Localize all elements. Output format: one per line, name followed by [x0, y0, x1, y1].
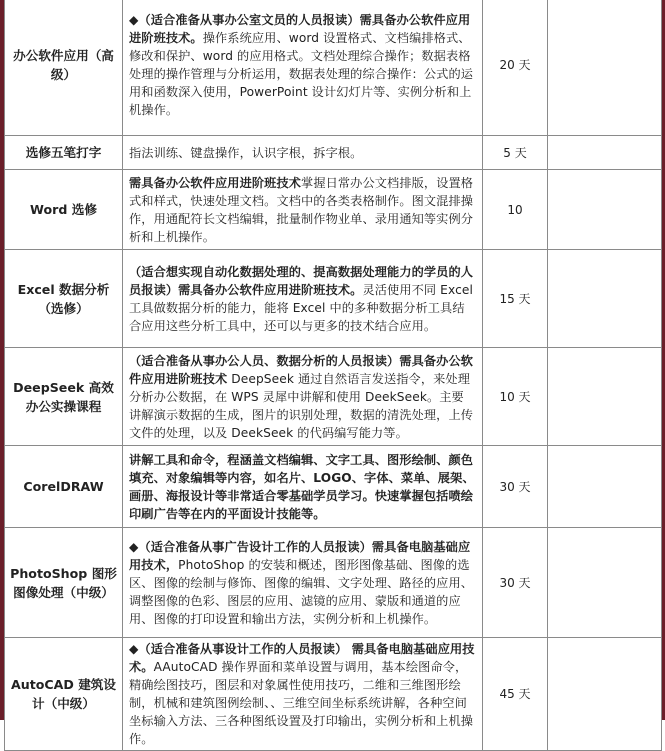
- course-description: [123, 250, 483, 348]
- empty-cell: [548, 170, 662, 250]
- course-description: [123, 170, 483, 250]
- table-row: [5, 528, 662, 638]
- empty-cell: [548, 638, 662, 751]
- course-name: 选修五笔打字: [5, 136, 123, 170]
- course-description: [123, 0, 483, 136]
- course-requirement: 需具备办公软件应用进阶班技术: [129, 175, 302, 190]
- table-row: [5, 638, 662, 751]
- course-requirement: 讲解工具和命令，程涵盖文档编辑、文字工具、图形绘制、颜色填充、对象编辑等内容，如名片、LOGO、字体、菜单、展架、画册、海报设计等非常适合零基础学员学习。快速掌握包括喷绘印刷广告等在内的平面设计技能等。: [129, 452, 475, 521]
- course-content: PhotoShop 的安装和概述，图形图像基础、图像的选区、图像的绘制与修饰、图像的编辑、文字处理、路径的应用、调整图像的色彩、图层的应用、滤镜的应用、蒙版和通道的应用、图像的打印设置和输出方法，实例分析和上机操作。: [129, 557, 474, 626]
- empty-cell: [548, 446, 662, 528]
- course-duration: 10 天: [483, 348, 548, 446]
- course-content: 指法训练、键盘操作，认识字根，拆字根。: [129, 145, 363, 160]
- course-content: DeepSeek 通过自然语言发送指令，来处理分析办公数据，在 WPS 灵犀中讲解和使用 DeekSeek。主要讲解演示数据的生成，图片的识别处理，数据的清洗处理，上传文件的处理，以及 DeekSeek 的代码编写能力等。: [129, 371, 474, 440]
- course-description: [123, 136, 483, 170]
- course-duration: 15 天: [483, 250, 548, 348]
- table-row: [5, 0, 662, 136]
- course-requirement: （适合想实现自动化数据处理的、提高数据处理能力的学员的人员报读）需具备办公软件应用进阶班技术。: [129, 264, 474, 297]
- course-content: AAutoCAD 操作界面和菜单设置与调用，基本绘图命令，精确绘图技巧，图层和对象属性使用技巧，二维和三维图形绘制，机械和建筑图例绘制、、三维空间坐标系统讲解，各种空间坐标输入方法、三各种图纸设置及打印输出，实例分析和上机操作。: [129, 660, 474, 746]
- course-table: [4, 0, 662, 751]
- course-name: DeepSeek 高效办公实操课程: [5, 348, 123, 446]
- course-name: Word 选修: [5, 170, 123, 250]
- empty-cell: [548, 136, 662, 170]
- course-requirement: （适合准备从事办公人员、数据分析的人员报读）需具备办公软件应用进阶班技术: [129, 353, 474, 386]
- empty-cell: [548, 528, 662, 638]
- course-content: 灵活使用不同 Excel 工具做数据分析的能力，能将 Excel 中的多种数据分析工具结合应用这些分析工具中，还可以与更多的技术结合应用。: [129, 282, 473, 333]
- course-description: [123, 638, 483, 751]
- table-row: [5, 170, 662, 250]
- table-row: [5, 348, 662, 446]
- table-row: [5, 446, 662, 528]
- course-name: AutoCAD 建筑设计（中级）: [5, 638, 123, 751]
- empty-cell: [548, 250, 662, 348]
- course-name: PhotoShop 图形图像处理（中级）: [5, 528, 123, 638]
- course-duration: 30 天: [483, 446, 548, 528]
- course-duration: 10: [483, 170, 548, 250]
- course-requirement: ◆（适合准备从事设计工作的人员报读） 需具备电脑基础应用技术。: [129, 642, 475, 674]
- course-requirement: ◆（适合准备从事广告设计工作的人员报读）需具备电脑基础应用技术，: [129, 539, 471, 572]
- course-duration: 30 天: [483, 528, 548, 638]
- course-requirement: ◆（适合准备从事办公室文员的人员报读）需具备办公软件应用进阶班技术。: [129, 13, 471, 45]
- empty-cell: [548, 348, 662, 446]
- table-row: [5, 136, 662, 170]
- table-row: [5, 250, 662, 348]
- course-duration: 45 天: [483, 638, 548, 751]
- course-description: [123, 348, 483, 446]
- course-description: [123, 446, 483, 528]
- empty-cell: [548, 0, 662, 136]
- course-duration: 20 天: [483, 0, 548, 136]
- course-duration: 5 天: [483, 136, 548, 170]
- course-content: 操作系统应用、word 设置格式、文档编排格式、修改和保护、word 的应用格式。文档处理综合操作；数据表格处理的操作管理与分析运用，数据表处理的综合操作：公式的运用和函数深入使用，PowerPoint 设计幻灯片等、实例分析和上机操作。: [129, 31, 474, 117]
- course-name: CorelDRAW: [5, 446, 123, 528]
- course-name: 办公软件应用（高级）: [5, 0, 123, 136]
- course-name: Excel 数据分析（选修）: [5, 250, 123, 348]
- course-content: 掌握日常办公文档排版，设置格式和样式，快速处理文档。文档中的各类表格制作。图文混排操作，用通配符长文档编辑，批量制作物业单、录用通知等实例分析和上机操作。: [129, 175, 474, 244]
- course-description: [123, 528, 483, 638]
